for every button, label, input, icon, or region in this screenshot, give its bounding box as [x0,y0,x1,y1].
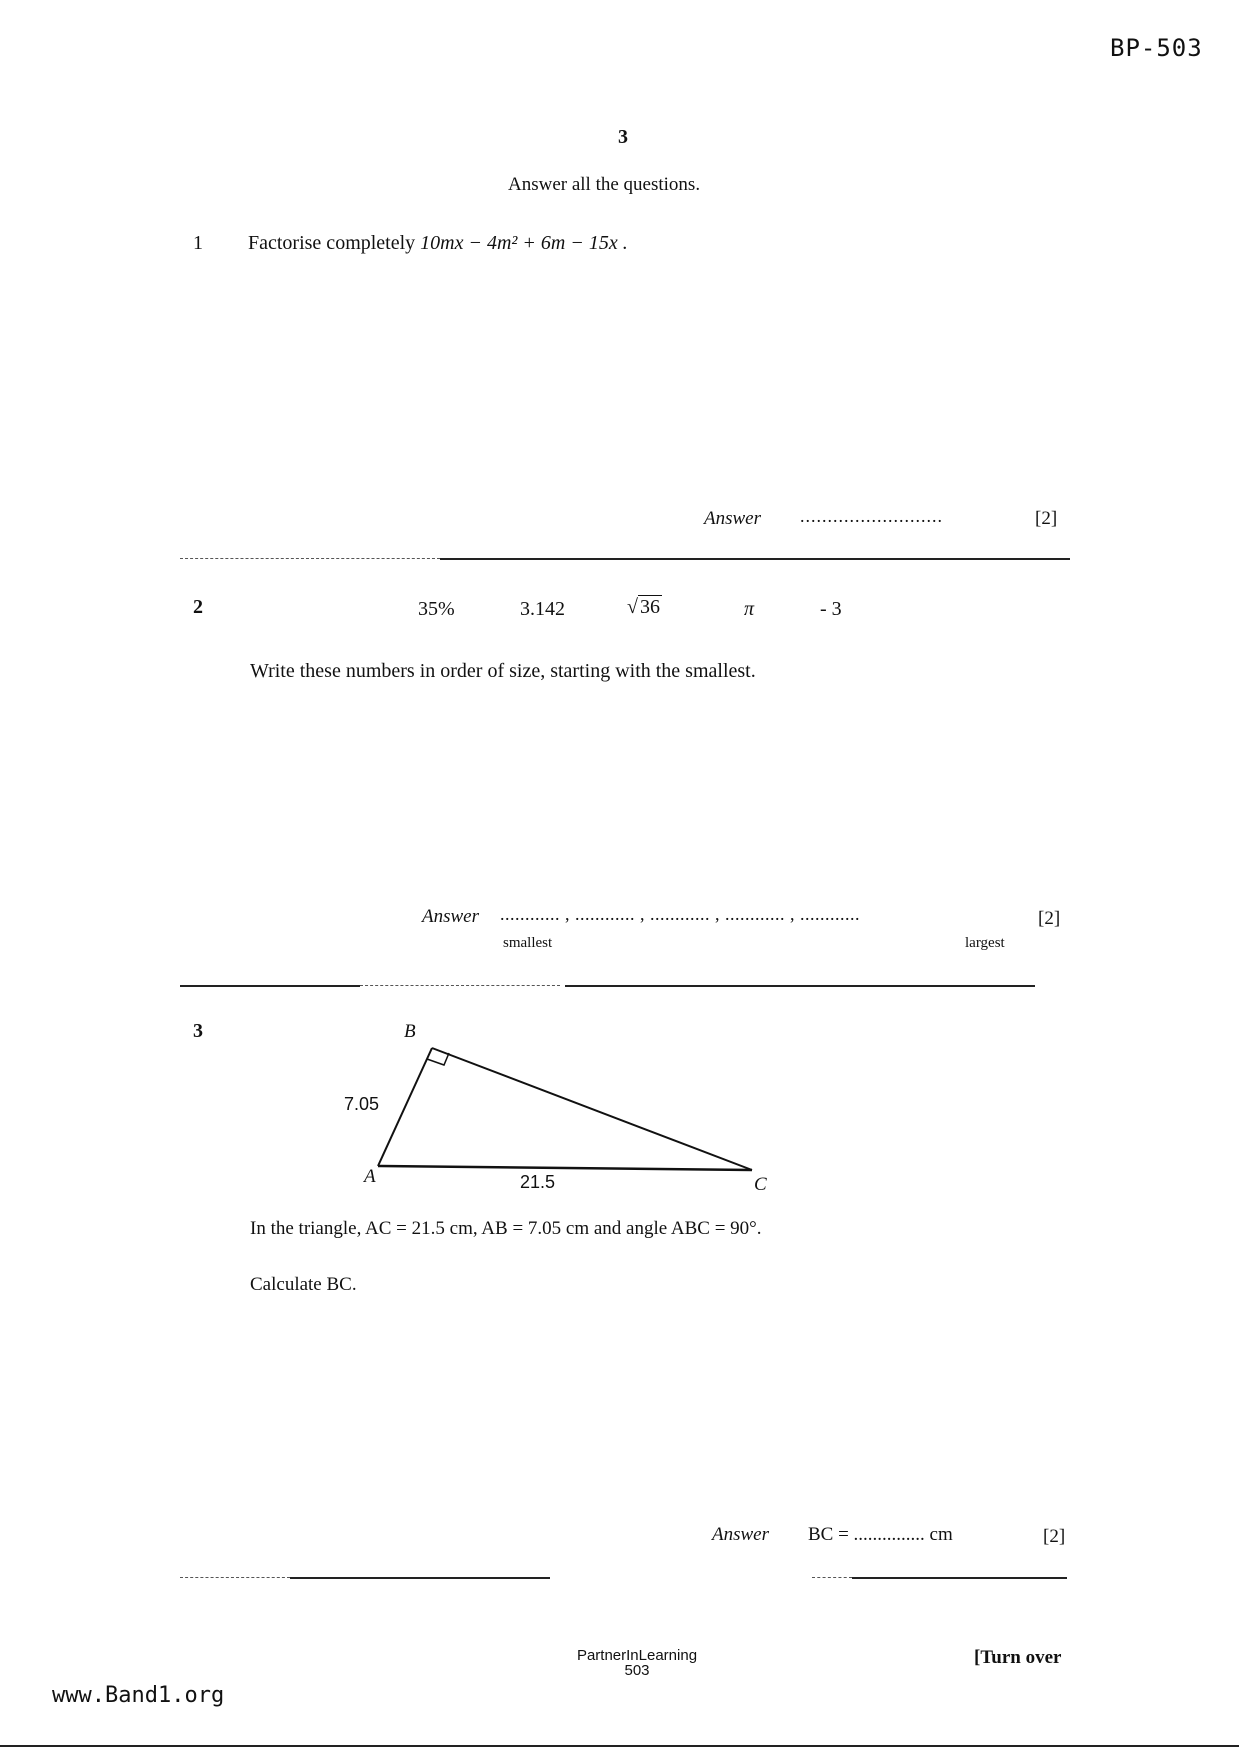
question-3-instruction: Calculate BC. [250,1274,357,1295]
question-1-answer-field[interactable]: .......................... [800,506,943,526]
vertex-c-label: C [754,1174,767,1195]
website-watermark: www.Band1.org [52,1683,225,1708]
question-2-answer-label: Answer [422,906,479,927]
footer-publisher-block [562,1648,712,1678]
turn-over-label: [Turn over [974,1647,1062,1668]
question-1-marks: [2] [1035,508,1058,529]
separator-line [290,1577,550,1579]
bottom-edge-line [0,1745,1239,1747]
question-1-number: 1 [193,232,203,254]
separator-line [565,985,1035,987]
question-3-number: 3 [193,1020,203,1042]
question-1-expression: 10mx − 4m² + 6m − 15x . [420,232,628,254]
question-2-answer-field[interactable]: ............ , ............ , ............ , ............ , ............ [500,904,860,924]
question-1-answer-label: Answer [704,508,761,529]
sqrt-number [627,596,662,619]
right-angle-marker-icon [427,1053,449,1065]
number-item: π [744,598,755,620]
separator-line [360,985,560,986]
sqrt-radicand: 36 [639,596,660,618]
question-3-answer-label: Answer [712,1524,769,1545]
paper-code: BP-503 [1110,34,1203,62]
separator-line [180,1577,290,1578]
separator-line [440,558,1070,560]
right-triangle-diagram [330,1020,800,1200]
instruction-text: Answer all the questions. [508,174,701,195]
separator-line [180,985,360,987]
question-2-text: Write these numbers in order of size, starting with the smallest. [250,660,756,682]
vertex-b-label: B [404,1021,416,1042]
question-1-text [248,232,628,255]
side-bc [432,1048,752,1170]
separator-line [852,1577,1067,1579]
question-3-marks: [2] [1043,1526,1066,1547]
side-ab [378,1048,432,1166]
page-number: 3 [618,126,628,148]
separator-line [812,1577,852,1578]
question-3-answer-field[interactable]: BC = ............... cm [808,1524,953,1545]
question-3-text: In the triangle, AC = 21.5 cm, AB = 7.05 cm and angle ABC = 90°. [250,1218,762,1239]
sqrt-symbol-icon: √ [627,596,638,618]
number-item: 3.142 [520,598,565,620]
largest-label: largest [965,935,1005,951]
question-1-prefix: Factorise completely [248,232,421,254]
footer-code: 503 [624,1662,650,1679]
side-ab-length: 7.05 [344,1094,380,1114]
separator-line [180,558,440,559]
number-item: - 3 [820,598,842,620]
smallest-label: smallest [503,935,553,951]
side-ac [378,1166,752,1170]
side-ac-length: 21.5 [520,1172,556,1192]
number-item: 35% [418,598,455,620]
question-2-number: 2 [193,596,203,618]
vertex-a-label: A [364,1166,376,1187]
question-2-marks: [2] [1038,908,1061,929]
footer-publisher: PartnerInLearning [576,1647,698,1664]
